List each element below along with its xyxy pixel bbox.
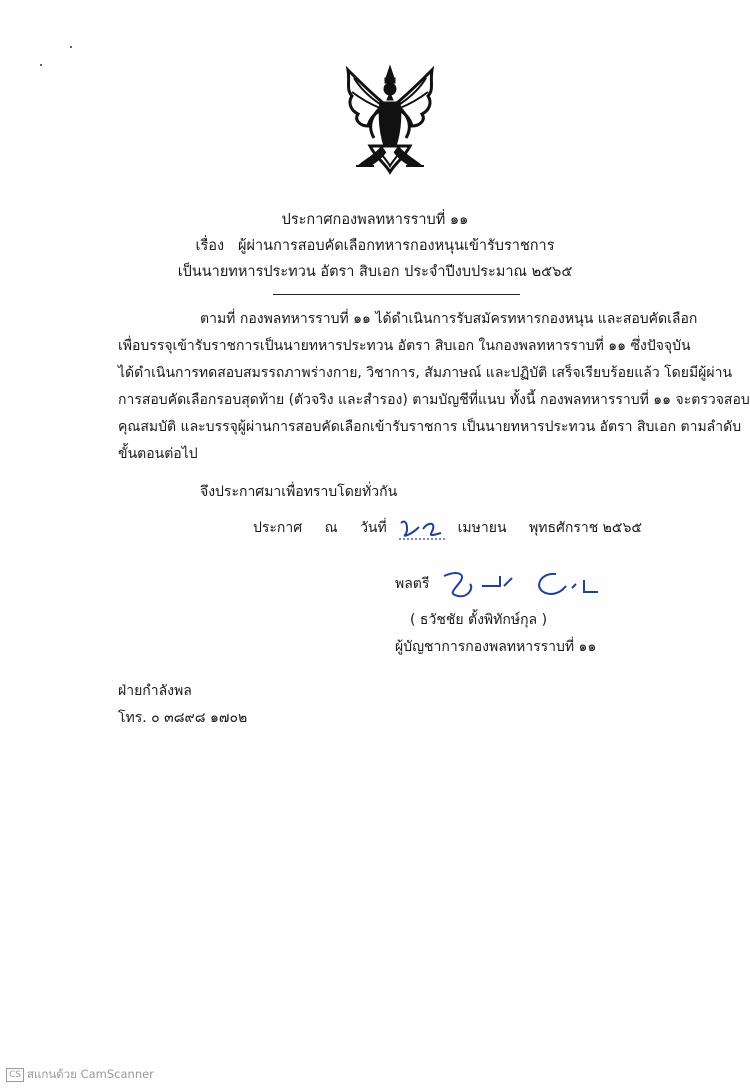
subject-label: เรื่อง: [195, 238, 225, 254]
scan-speck: [40, 64, 42, 66]
body-line: ขั้นตอนต่อไป: [118, 446, 198, 462]
date-prefix: ประกาศ: [253, 520, 303, 536]
subject-text-line2: เป็นนายทหารประทวน อัตรา สิบเอก ประจำปีงบประมาณ ๒๕๖๕: [177, 264, 573, 280]
signer-name: ( ธวัชชัย ตั้งพิทักษ์กุล ): [410, 612, 548, 628]
footer-phone: โทร. ๐ ๓๘๙๘ ๑๗๐๒: [118, 710, 248, 726]
body-line: ตามที่ กองพลทหารราบที่ ๑๑ ได้ดำเนินการรับสมัครทหารกองหนุน และสอบคัดเลือก: [200, 311, 698, 327]
announcement-body: [118, 306, 750, 468]
camscanner-logo-icon: CS: [6, 1068, 24, 1082]
date-year: พุทธศักราช ๒๕๖๕: [528, 520, 642, 536]
footer-department: ฝ่ายกำลังพล: [118, 683, 192, 699]
date-day-label: วันที่: [360, 520, 387, 536]
signer-title: ผู้บัญชาการกองพลทหารราบที่ ๑๑: [395, 639, 597, 655]
garuda-emblem-icon: [340, 62, 440, 180]
announcement-title: [0, 210, 750, 230]
announcement-title-text: ประกาศกองพลทหารราบที่ ๑๑: [281, 212, 469, 228]
camscanner-watermark: [6, 1066, 154, 1084]
title-divider: [273, 294, 520, 295]
handwritten-day: [397, 515, 447, 541]
body-line: ได้ดำเนินการทดสอบสมรรถภาพร่างกาย, วิชาการ, สัมภาษณ์ และปฏิบัติ เสร็จเรียบร้อยแล้ว โดยมีผู้ผ่าน: [118, 365, 733, 381]
body-line: การสอบคัดเลือกรอบสุดท้าย (ตัวจริง และสำรอง) ตามบัญชีที่แนบ ทั้งนี้ กองพลทหารราบที่ ๑๑ จะตรวจสอบ: [118, 392, 750, 408]
scan-speck: [70, 46, 72, 48]
subject-line: [0, 236, 750, 256]
body-line: เพื่อบรรจุเข้ารับราชการเป็นนายทหารประทวน อัตรา สิบเอก ในกองพลทหารราบที่ ๑๑ ซึ่งปัจจุบัน: [118, 338, 691, 354]
body-line: คุณสมบัติ และบรรจุผู้ผ่านการสอบคัดเลือกเข้ารับราชการ เป็นนายทหารประทวน อัตรา สิบเอก ตามลำดับ: [118, 419, 742, 435]
signature-line: [395, 566, 608, 602]
closing-statement: จึงประกาศมาเพื่อทราบโดยทั่วกัน: [200, 484, 398, 500]
handwritten-signature: [438, 566, 608, 602]
announcement-date: [253, 515, 642, 541]
date-at: ณ: [324, 520, 338, 536]
watermark-text: สแกนด้วย CamScanner: [27, 1067, 154, 1081]
date-month: เมษายน: [457, 520, 507, 536]
subject-text-line1: ผู้ผ่านการสอบคัดเลือกทหารกองหนุนเข้ารับราชการ: [238, 238, 555, 254]
signer-rank: พลตรี: [395, 576, 430, 592]
subject-line-2: [0, 262, 750, 282]
